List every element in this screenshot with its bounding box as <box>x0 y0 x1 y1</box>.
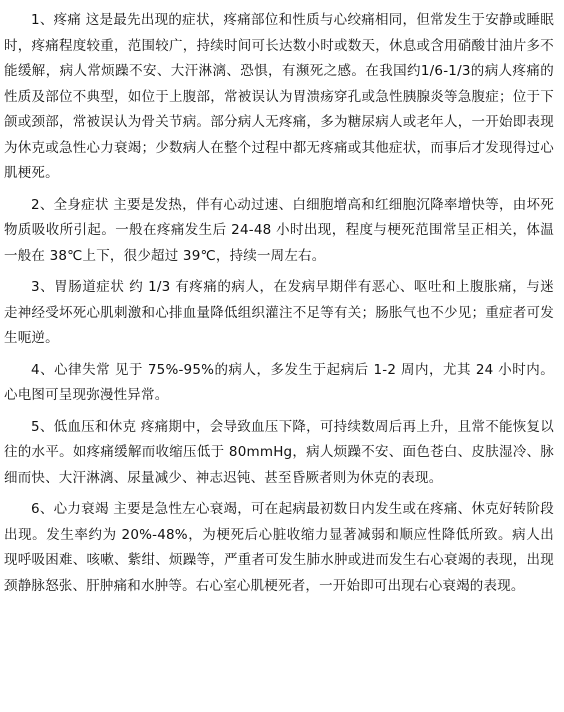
paragraph-heart-failure: 6、心力衰竭 主要是急性左心衰竭，可在起病最初数日内发生或在疼痛、休克好转阶段出现。发生率约为 20%-48%，为梗死后心脏收缩力显著减弱和顺应性降低所致。病人出现呼吸困难、咳嗽、紫绀、烦躁等，严重者可发生肺水肿或进而发生右心衰竭的表现，出现颈静脉怒张、肝肿痛和水肿等。右心室心肌梗死者，一开始即可出现右心衰竭的表现。 <box>4 501 554 594</box>
paragraph-hypotension-shock: 5、低血压和休克 疼痛期中，会导致血压下降，可持续数周后再上升，且常不能恢复以往的水平。如疼痛缓解而收缩压低于 80mmHg，病人烦躁不安、面色苍白、皮肤湿冷、脉细而快、大汗淋漓、尿量减少、神志迟钝、甚至昏厥者则为休克的表现。 <box>4 418 554 486</box>
paragraph-pain: 1、疼痛 这是最先出现的症状，疼痛部位和性质与心绞痛相同，但常发生于安静或睡眠时，疼痛程度较重，范围较广，持续时间可长达数小时或数天，休息或含用硝酸甘油片多不能缓解，病人常烦躁不安、大汗淋漓、恐惧，有濒死之感。在我国约1/6-1/3的病人疼痛的性质及部位不典型，如位于上腹部，常被误认为胃溃疡穿孔或急性胰腺炎等急腹症；位于下颌或颈部，常被误认为骨关节病。部分病人无疼痛，多为糖尿病人或老年人，一开始即表现为休克或急性心力衰竭；少数病人在整个过程中都无疼痛或其他症状，而事后才发现得过心肌梗死。 <box>4 12 554 181</box>
paragraph-systemic-symptoms: 2、全身症状 主要是发热，伴有心动过速、白细胞增高和红细胞沉降率增快等，由坏死物质吸收所引起。一般在疼痛发生后 24-48 小时出现，程度与梗死范围常呈正相关，体温一般在 38℃上下，很少超过 39℃，持续一周左右。 <box>4 196 554 264</box>
paragraph-arrhythmia: 4、心律失常 见于 75%-95%的病人，多发生于起病后 1-2 周内，尤其 24 小时内。心电图可呈现弥漫性异常。 <box>4 361 554 403</box>
paragraph-gastrointestinal-symptoms: 3、胃肠道症状 约 1/3 有疼痛的病人，在发病早期伴有恶心、呕吐和上腹胀痛，与迷走神经受坏死心肌刺激和心排血量降低组织灌注不足等有关；肠胀气也不少见；重症者可发生呃逆。 <box>4 279 554 346</box>
